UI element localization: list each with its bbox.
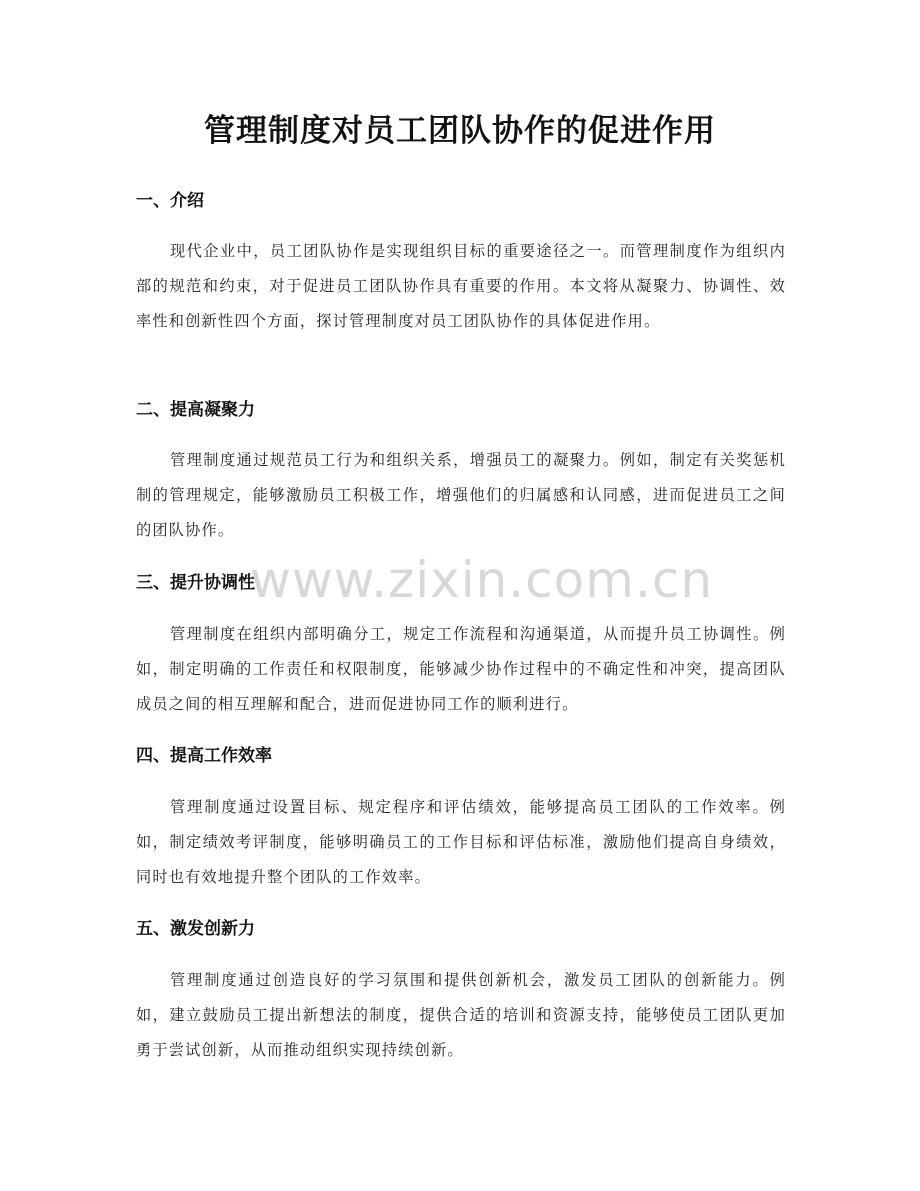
section-body-innovation: 管理制度通过创造良好的学习氛围和提供创新机会，激发员工团队的创新能力。例如，建立鼓励员工提出新想法的制度，提供合适的培训和资源支持，能够使员工团队更加勇于尝试创新，从而推动组织实现持续创新。 [136, 971, 786, 1059]
section-heading-innovation: 五、激发创新力 [136, 919, 255, 939]
section-heading-efficiency: 四、提高工作效率 [136, 746, 272, 766]
section-heading-introduction: 一、介绍 [136, 191, 204, 211]
section-body-cohesion: 管理制度通过规范员工行为和组织关系，增强员工的凝聚力。例如，制定有关奖惩机制的管理规定，能够激励员工积极工作，增强他们的归属感和认同感，进而促进员工之间的团队协作。 [136, 451, 786, 539]
section-heading-coordination: 三、提升协调性 [136, 573, 255, 593]
document-title: 管理制度对员工团队协作的促进作用 [204, 113, 716, 149]
section-body-introduction: 现代企业中，员工团队协作是实现组织目标的重要途径之一。而管理制度作为组织内部的规范和约束，对于促进员工团队协作具有重要的作用。本文将从凝聚力、协调性、效率性和创新性四个方面，探讨管理制度对员工团队协作的具体促进作用。 [136, 242, 786, 330]
watermark: www.zixin.com.cn [250, 551, 714, 609]
section-heading-cohesion: 二、提高凝聚力 [136, 400, 255, 420]
section-body-coordination: 管理制度在组织内部明确分工，规定工作流程和沟通渠道，从而提升员工协调性。例如，制定明确的工作责任和权限制度，能够减少协作过程中的不确定性和冲突，提高团队成员之间的相互理解和配合，进而促进协同工作的顺利进行。 [136, 625, 786, 713]
section-body-efficiency: 管理制度通过设置目标、规定程序和评估绩效，能够提高员工团队的工作效率。例如，制定绩效考评制度，能够明确员工的工作目标和评估标准，激励他们提高自身绩效，同时也有效地提升整个团队的工作效率。 [136, 798, 786, 886]
